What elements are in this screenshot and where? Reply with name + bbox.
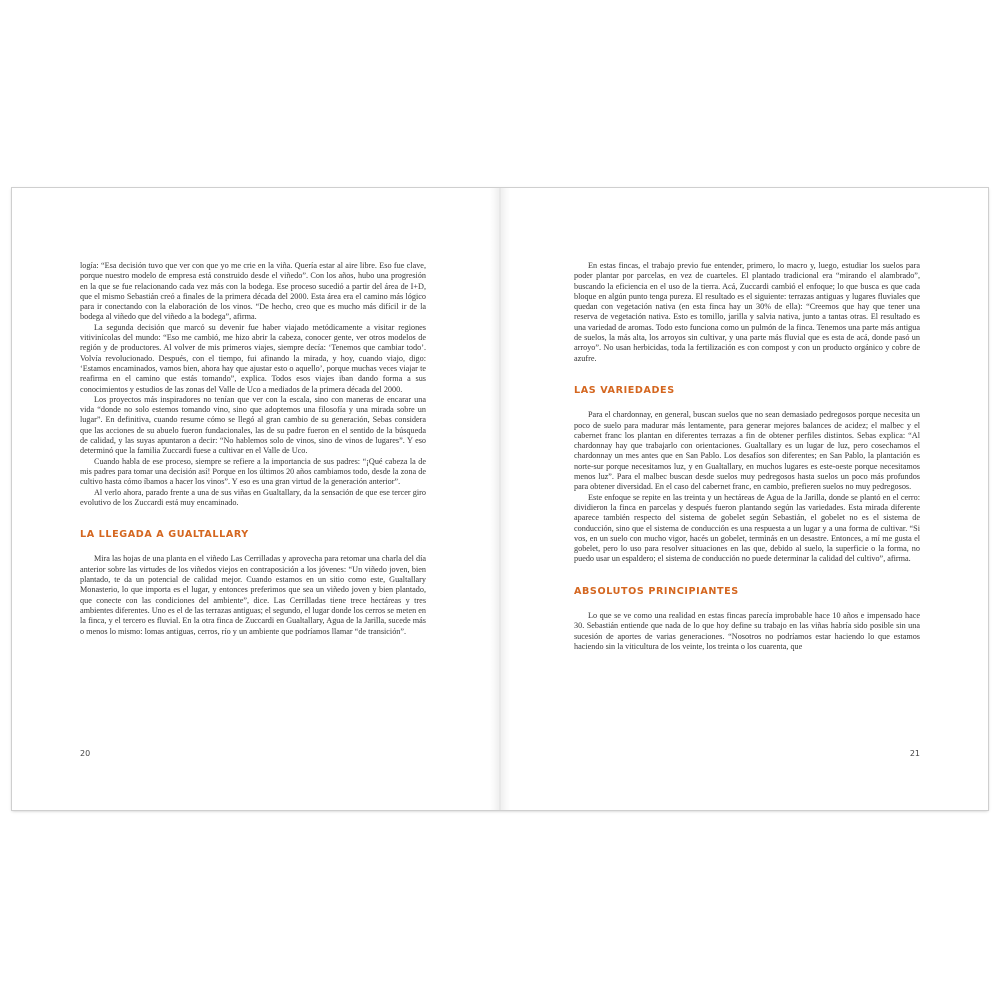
book-spread [12, 188, 988, 810]
paragraph: La segunda decisión que marcó su devenir fue haber viajado metódicamente a visitar regiones vitivinícolas del mundo: “Eso me cambió, me hizo abrir la cabeza, conocer gente, ver otros modelos de región y de productores. Al volver de mis primeros viajes, siempre decía: ‘Tenemos que cambiar todo’. Volvía revolucionado. Después, con el tiempo, fui afinando la mirada, y hoy, cuando viajo, digo: ‘Estamos encaminados, vamos bien, ahora hay que ajustar esto o aquello’, porque muchas veces viajar te reafirma en el camino que estás tomando”, explica. Todos esos viajes iban dando forma a sus conocimientos y estudios de las zonas del Valle de Uco a mediados de la primera década del 2000. [80, 322, 426, 394]
paragraph: Mira las hojas de una planta en el viñedo Las Cerrilladas y aprovecha para retomar una charla del día anterior sobre las virtudes de los viñedos viejos en contraposición a los jóvenes: “Un viñedo joven, bien plantado, te da un potencial de calidad mejor. Cuando estamos en un sitio como este, Gualtallary Monasterio, lo que importa es el lugar, y entonces preferimos que sea un viñedo joven y bien plantado, que conecte con las condiciones del ambiente”, dice. Las Cerrilladas tiene trece hectáreas y tres ambientes diferentes. Uno es el de las terrazas antiguas; el segundo, el lugar donde los cerros se meten en la finca, y el tercero es fluvial. En la otra finca de Zuccardi en Gualtallary, Agua de la Jarilla, sucede más o menos lo mismo: lomas antiguas, cerros, río y un ambiente que podríamos llamar “de transición”. [80, 554, 426, 636]
paragraph: Lo que se ve como una realidad en estas fincas parecía improbable hace 10 años e impensado hace 30. Sebastián entiende que nada de lo que hoy define su trabajo en las viñas habría sido posible sin una sucesión de aportes de varias generaciones. “Nosotros no podríamos estar haciendo lo que estamos haciendo sin la viticultura de los veinte, los treinta o los cuarenta, que [574, 611, 920, 651]
paragraph: Este enfoque se repite en las treinta y un hectáreas de Agua de la Jarilla, donde se plantó en el cerro: dividieron la finca en parcelas y después fueron plantando según las variedades. Esta mirada diferente aparece también respecto del sistema de gobelet según Sebastián, el gobelet no es el sistema de conducción, sino que el sistema de conducción es una respuesta a un lugar y a una forma de cultivar. “Si vos, en un suelo con mucho vigor, hacés un gobelet, terminás en un desastre. Entonces, a mí me gusta el gobelet, pero lo uso para resolver situaciones en las que, debido al suelo, la superficie o la forma, no puedo usar un espaldero; el sistema de conducción no puede determinar la calidad del cultivo”, afirma. [574, 492, 920, 564]
paragraph: Al verlo ahora, parado frente a una de sus viñas en Gualtallary, da la sensación de que ese tercer giro evolutivo de los Zuccardi está muy encaminado. [80, 487, 426, 507]
right-text-column [574, 261, 920, 652]
section-heading: LA LLEGADA A GUALTALLARY [80, 529, 249, 541]
book-gutter [490, 188, 510, 810]
paragraph: Los proyectos más inspiradores no tenían que ver con la escala, sino con maneras de encarar una vida “donde no solo estemos tomando vino, sino que adoptemos una filosofía y una mirada sobre un lugar”. En definitiva, cuando resume cómo se llegó al gran cambio de su generación, Sebas considera que las acciones de su abuelo fueron fundacionales, las de su padre fueron en el sentido de la búsqueda de calidad, y las suyas apuntaron a decir: “No hablemos solo de vinos, sino de vinos de lugares”. Y eso determinó que la familia Zuccardi fuese a cultivar en el Valle de Uco. [80, 394, 426, 456]
paragraph: Cuando habla de ese proceso, siempre se refiere a la importancia de sus padres: “¡Qué cabeza la de mis padres para tomar una decisión así! Porque en los últimos 20 años cambiamos todo, desde la zona de cultivo hasta cómo íbamos a hacer los vinos”. Y eso es una gran virtud de la generación anterior”. [80, 456, 426, 487]
paragraph: En estas fincas, el trabajo previo fue entender, primero, lo macro y, luego, estudiar los suelos para poder plantar por parcelas, en vez de cuarteles. El plantado tradicional era “mirando el alambrado”, buscando la eficiencia en el uso de la tierra. Acá, Zuccardi cambió el enfoque; lo que busca es que cada bloque en algún punto tenga pureza. El resultado es el siguiente: terrazas antiguas y lugares fluviales que quedan con vegetación nativa (en esta finca hay un 30% de ella): “Creemos que hay que tener una reserva de vegetación nativa. Esto es tomillo, jarilla y salvia nativa, junto a tantas otras. El resultado es una variedad de aromas. Todo esto funciona como un pulmón de la finca. Tenemos una parte más antigua de suelos, la más alta, los arroyos sin cultivar, y una parte más fluvial que es esta de acá, donde pasó un arroyo”. No usan herbicidas, toda la fertilización es con compost y con un producto orgánico y cobre de azufre. [574, 261, 920, 363]
left-page [12, 188, 500, 810]
section-heading: ABSOLUTOS PRINCIPIANTES [574, 585, 739, 597]
left-text-column [80, 261, 426, 637]
paragraph: Para el chardonnay, en general, buscan suelos que no sean demasiado pedregosos porque necesita un poco de suelo para madurar más lentamente, para generar mejores balances de acidez; el malbec y el cabernet franc los plantan en diferentes terrazas a fin de obtener perfiles distintos. Sebas explica: “Al chardonnay hay que trabajarlo con orientaciones. Gualtallary es un lugar de luz, pero cosechamos el chardonnay un mes antes que en San Pablo. Los desafíos son diferentes; en San Pablo, la plantación es norte-sur porque necesitamos luz, y en Gualtallary, en muchos lugares es este-oeste porque necesitamos menos luz”. Para el malbec buscan desde suelos muy pedregosos hasta suelos un poco más profundos para obtener diversidad. En el caso del cabernet franc, en cambio, prefieren suelos no muy pedregosos. [574, 410, 920, 492]
section-heading: LAS VARIEDADES [574, 384, 675, 396]
page-number: 21 [909, 749, 920, 758]
paragraph: logía: “Esa decisión tuvo que ver con que yo me crie en la viña. Quería estar al aire libre. Eso fue clave, porque nuestro modelo de empresa está construido desde el viñedo”. Con los años, hubo una progresión en la que se fue relacionando cada vez más con la bodega. Ese proceso sucedió a partir del área de I+D, que el mismo Sebastián creó a finales de la primera década del 2000. Esta área era el camino más lógico para ir conectando con la elaboración de los vinos. “De hecho, creo que es mucho más difícil ir de la bodega al viñedo que del viñedo a la bodega”, afirma. [80, 261, 426, 322]
page-number: 20 [80, 749, 91, 758]
right-page [500, 188, 988, 810]
